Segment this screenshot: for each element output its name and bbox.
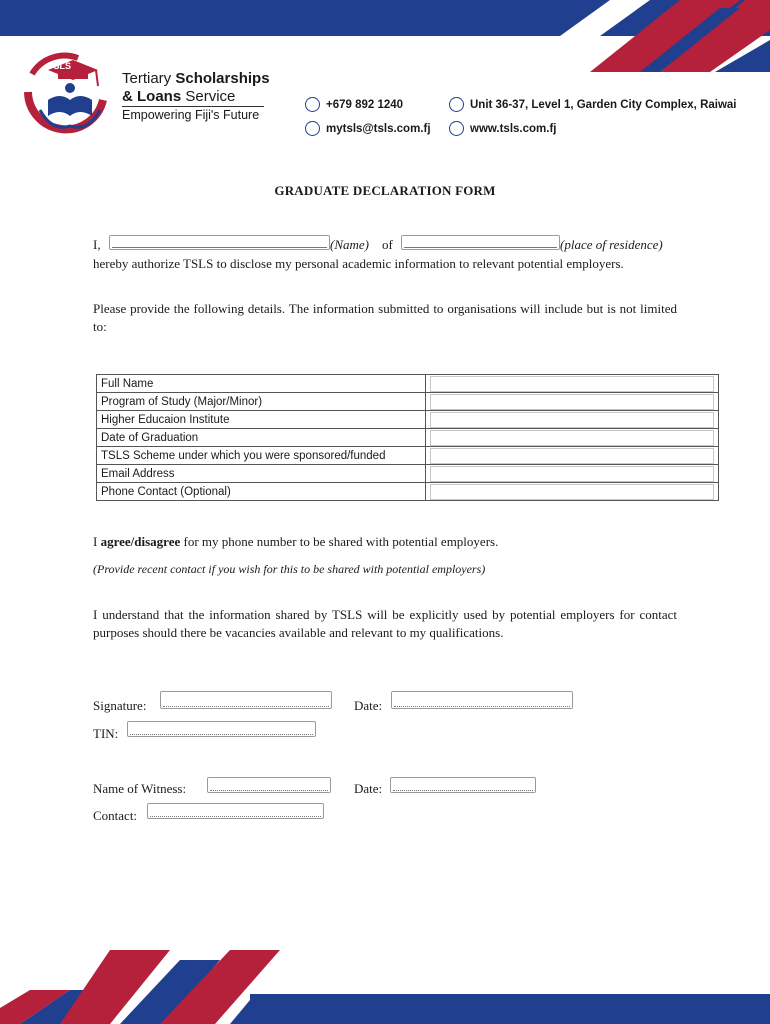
signature-label: Signature: [93, 698, 147, 713]
name-field[interactable] [109, 235, 330, 250]
row-label: TSLS Scheme under which you were sponsored/funded [97, 447, 426, 465]
table-row [97, 483, 719, 501]
declaration-text: hereby authorize TSLS to disclose my personal academic information to relevant potential employers. [93, 256, 624, 271]
phone-contact: +679 892 1240 [305, 97, 403, 112]
row-label: Higher Educaion Institute [97, 411, 426, 429]
scheme-input[interactable] [426, 447, 719, 465]
program-input[interactable] [426, 393, 719, 411]
tin-field[interactable] [127, 721, 316, 737]
date-label: Date: [354, 698, 383, 713]
agree-disagree-choice[interactable]: agree/disagree [100, 534, 181, 549]
email-input[interactable] [426, 465, 719, 483]
row-label: Phone Contact (Optional) [97, 483, 426, 501]
phone-input[interactable] [426, 483, 719, 501]
details-table [96, 374, 719, 501]
table-row [97, 447, 719, 465]
decl-of: of [382, 237, 393, 252]
residence-field[interactable] [401, 235, 560, 250]
org-name-line2: & Loans Service [122, 88, 236, 105]
row-label: Date of Graduation [97, 429, 426, 447]
table-row [97, 429, 719, 447]
decl-i: I, [93, 237, 101, 252]
institute-input[interactable] [426, 411, 719, 429]
location-pin-icon [449, 97, 464, 112]
footer-stripes [0, 950, 770, 1024]
agree-statement: I agree/disagree for my phone number to be shared with potential employers. [93, 534, 499, 549]
logo-badge-text: TSLS [48, 61, 72, 71]
witness-field[interactable] [207, 777, 331, 793]
website-contact: www.tsls.com.fj [449, 121, 556, 136]
witness-date-label: Date: [354, 781, 383, 796]
org-name-line1: Tertiary Scholarships [122, 70, 270, 87]
graduation-date-input[interactable] [426, 429, 719, 447]
name-hint: (Name) [330, 237, 369, 252]
email-contact: mytsls@tsls.com.fj [305, 121, 431, 136]
tagline: Empowering Fiji's Future [122, 108, 260, 122]
full-name-input[interactable] [426, 375, 719, 393]
row-label: Program of Study (Major/Minor) [97, 393, 426, 411]
table-row [97, 375, 719, 393]
table-row [97, 465, 719, 483]
table-row [97, 393, 719, 411]
form-title: GRADUATE DECLARATION FORM [274, 183, 496, 198]
signature-field[interactable] [160, 691, 332, 709]
address-contact: Unit 36-37, Level 1, Garden City Complex, Raiwai [449, 97, 737, 112]
witness-label: Name of Witness: [93, 781, 187, 796]
tin-label: TIN: [93, 726, 119, 741]
residence-hint: (place of residence) [560, 237, 663, 252]
logo-divider [122, 106, 264, 107]
contact-field[interactable] [147, 803, 324, 819]
row-label: Full Name [97, 375, 426, 393]
table-row [97, 411, 719, 429]
details-intro: Please provide the following details. The information submitted to organisations will include but is not limited to: [93, 301, 677, 334]
mail-icon [305, 121, 320, 136]
date-field[interactable] [391, 691, 573, 709]
row-label: Email Address [97, 465, 426, 483]
contact-label: Contact: [93, 808, 138, 823]
globe-icon [449, 121, 464, 136]
understand-text: I understand that the information shared by TSLS will be explicitly used by potential employers for contact purposes should there be vacancies available and relevant to my qualifications. [93, 607, 677, 640]
agree-note: (Provide recent contact if you wish for this to be shared with potential employers) [93, 562, 486, 576]
witness-date-field[interactable] [390, 777, 536, 793]
phone-icon [305, 97, 320, 112]
